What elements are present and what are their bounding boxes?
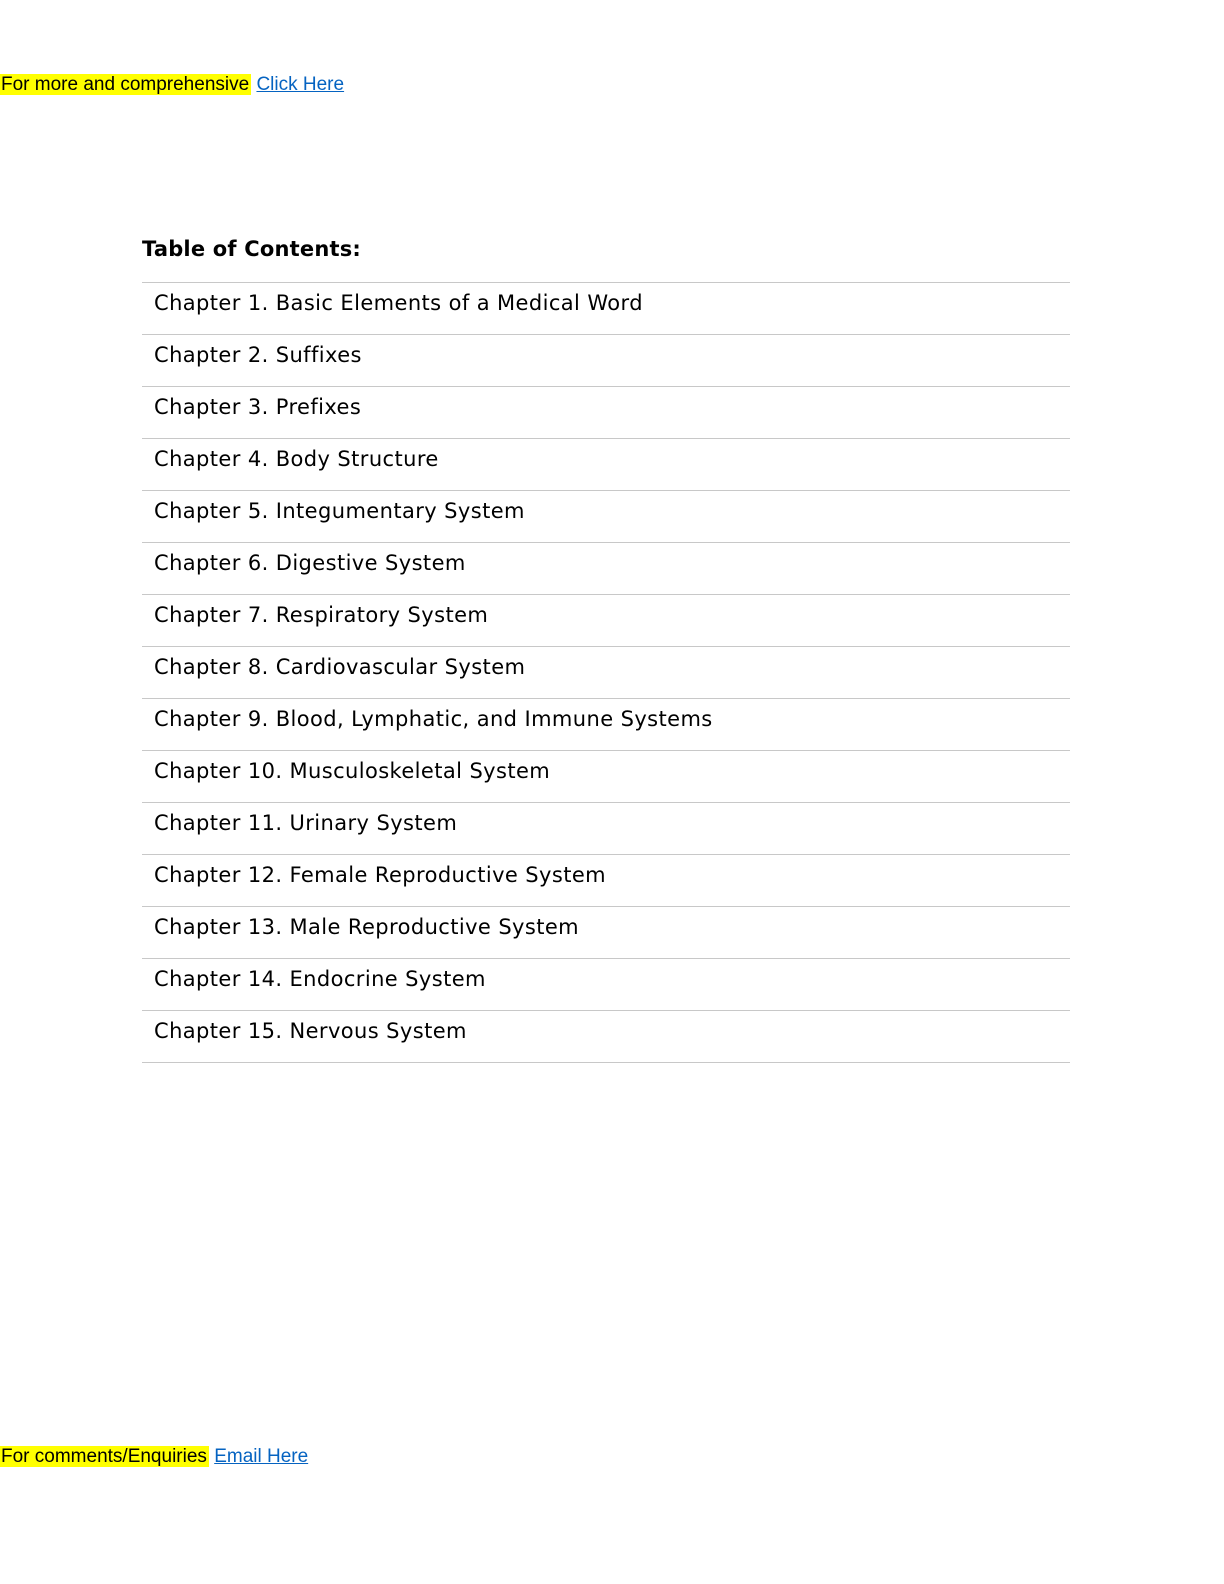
footer-banner-text: For comments/Enquiries xyxy=(1,1446,207,1467)
toc-item-chapter-7[interactable]: Chapter 7. Respiratory System xyxy=(142,595,1070,647)
toc-item-chapter-5[interactable]: Chapter 5. Integumentary System xyxy=(142,491,1070,543)
toc-item-chapter-9[interactable]: Chapter 9. Blood, Lymphatic, and Immune Systems xyxy=(142,699,1070,751)
toc-item-chapter-2[interactable]: Chapter 2. Suffixes xyxy=(142,335,1070,387)
toc-list xyxy=(142,282,1070,1063)
toc-item-chapter-15[interactable]: Chapter 15. Nervous System xyxy=(142,1011,1070,1063)
click-here-link[interactable]: Click Here xyxy=(256,74,345,95)
toc-item-chapter-10[interactable]: Chapter 10. Musculoskeletal System xyxy=(142,751,1070,803)
table-of-contents xyxy=(142,232,1070,1063)
toc-item-chapter-4[interactable]: Chapter 4. Body Structure xyxy=(142,439,1070,491)
toc-item-chapter-14[interactable]: Chapter 14. Endocrine System xyxy=(142,959,1070,1011)
toc-title: Table of Contents: xyxy=(142,237,362,261)
toc-item-chapter-8[interactable]: Chapter 8. Cardiovascular System xyxy=(142,647,1070,699)
toc-item-chapter-11[interactable]: Chapter 11. Urinary System xyxy=(142,803,1070,855)
header-banner xyxy=(0,73,344,97)
toc-item-chapter-13[interactable]: Chapter 13. Male Reproductive System xyxy=(142,907,1070,959)
footer-banner xyxy=(0,1445,308,1469)
toc-item-chapter-12[interactable]: Chapter 12. Female Reproductive System xyxy=(142,855,1070,907)
email-here-link[interactable]: Email Here xyxy=(214,1446,309,1467)
toc-item-chapter-6[interactable]: Chapter 6. Digestive System xyxy=(142,543,1070,595)
toc-item-chapter-3[interactable]: Chapter 3. Prefixes xyxy=(142,387,1070,439)
toc-item-chapter-1[interactable]: Chapter 1. Basic Elements of a Medical Word xyxy=(142,283,1070,335)
header-banner-text: For more and comprehensive xyxy=(1,74,250,95)
